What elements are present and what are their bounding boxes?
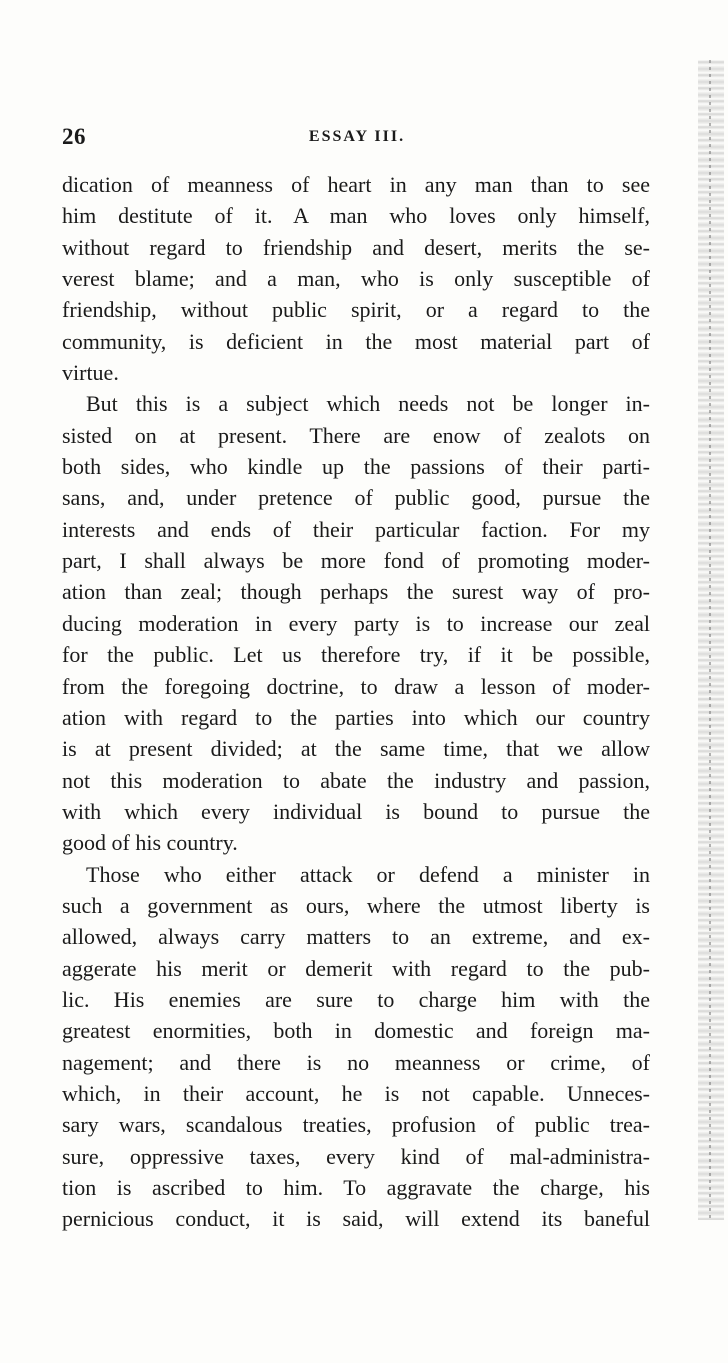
body-text [62,169,650,1235]
text-line: sary wars, scandalous treaties, profusion of public trea- [62,1112,650,1138]
text-line: good of his country. [62,830,238,856]
text-line: from the foregoing doctrine, to draw a lesson of moder- [62,673,650,699]
text-line: aggerate his merit or demerit with regard to the pub- [62,955,650,981]
text-line: both sides, who kindle up the passions of their parti- [62,454,650,480]
text-line: ducing moderation in every party is to increase our zeal [62,610,650,636]
text-line: sure, oppressive taxes, every kind of mal-administra- [62,1143,650,1169]
text-line: allowed, always carry matters to an extreme, and ex- [62,924,650,950]
text-line: for the public. Let us therefore try, if it be possible, [62,642,650,668]
text-line: not this moderation to abate the industry and passion, [62,767,650,793]
text-line: such a government as ours, where the utmost liberty is [62,892,650,918]
text-line: greatest enormities, both in domestic and foreign ma- [62,1018,650,1044]
text-line: virtue. [62,360,119,386]
text-line: nagement; and there is no meanness or crime, of [62,1049,650,1075]
text-line: dication of meanness of heart in any man than to see [62,172,650,197]
text-line: community, is deficient in the most material part of [62,328,650,354]
text-line: ation with regard to the parties into which our country [62,704,650,730]
text-line: which, in their account, he is not capable. Unneces- [62,1080,650,1106]
page-gutter-shadow [698,60,724,1220]
text-line: friendship, without public spirit, or a regard to the [62,297,650,323]
text-line: ation than zeal; though perhaps the surest way of pro- [62,579,650,605]
page-gutter-edge [709,60,711,1220]
text-line: tion is ascribed to him. To aggravate the charge, his [62,1175,650,1200]
text-line: pernicious conduct, it is said, will extend its baneful [62,1206,650,1232]
text-line: lic. His enemies are sure to charge him with the [62,986,650,1012]
text-line: without regard to friendship and desert, merits the se- [62,234,650,260]
text-line: sans, and, under pretence of public good, pursue the [62,485,650,511]
running-head: ESSAY III. [308,128,406,145]
text-line: is at present divided; at the same time, that we allow [62,736,650,762]
page-number: 26 [62,124,86,149]
text-line: verest blame; and a man, who is only susceptible of [62,266,650,292]
page-header [62,124,652,154]
text-line: with which every individual is bound to pursue the [62,798,650,824]
text-line: interests and ends of their particular faction. For my [62,516,650,542]
text-line: part, I shall always be more fond of promoting moder- [62,548,650,574]
text-line: him destitute of it. A man who loves only himself, [62,203,650,229]
text-line: sisted on at present. There are enow of zealots on [62,422,650,448]
text-line: Those who either attack or defend a minister in [86,861,650,887]
text-line: But this is a subject which needs not be longer in- [86,391,650,417]
